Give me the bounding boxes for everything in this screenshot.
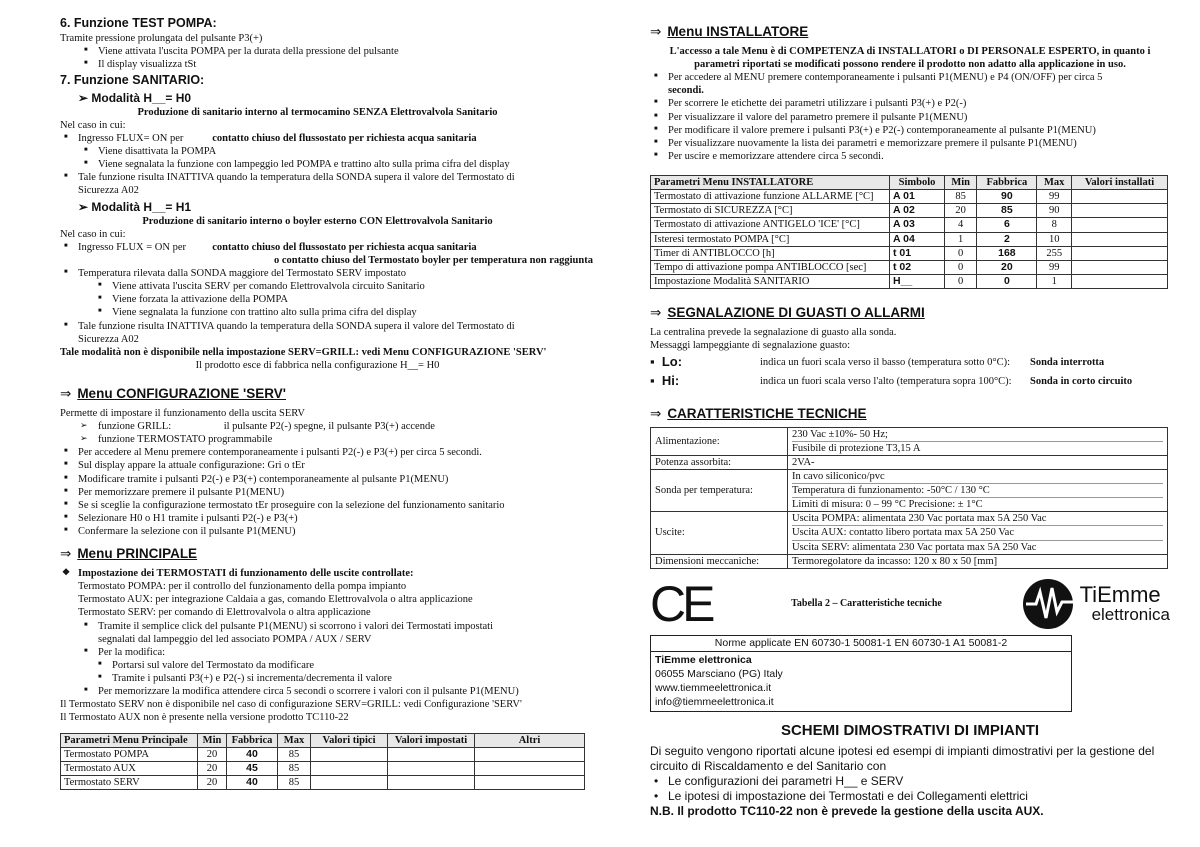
mode-line: ■ Viene segnalata la funzione con lampeggio led POMPA e trattino alto sulla prima cifra del display xyxy=(60,158,575,171)
table-row xyxy=(651,260,1168,274)
conf-line-a: funzione GRILL: xyxy=(98,421,172,432)
table-cell: 20 xyxy=(945,204,977,218)
table-cell: A 02 xyxy=(890,204,945,218)
table-cell: Impostazione Modalità SANITARIO xyxy=(651,274,890,288)
conf-line: ■ Per accedere al Menu premere contemporaneamente i pulsanti P2(-) e P3(+) per circa 5 secondi. xyxy=(60,446,575,459)
alarm-row-lo xyxy=(650,354,1170,370)
spec-value-line: 2VA- xyxy=(792,456,815,468)
spec-value xyxy=(788,455,1168,469)
table-cell xyxy=(475,747,585,761)
s6-line: Tramite pressione prolungata del pulsante P3(+) xyxy=(60,32,263,44)
table-cell xyxy=(1071,190,1167,204)
conf-line: ■ Se si sceglie la configurazione termostato tEr proseguire con la selezione del funzionamento sanitario xyxy=(60,499,575,512)
alarm-desc: indica un fuori scala verso il basso (temperatura sotto 0°C): xyxy=(760,356,1011,368)
note-line: Il prodotto esce di fabbrica nella configurazione H__= H0 xyxy=(195,359,440,371)
inst-line: ■ Per visualizzare il valore del parametro premere il pulsante P1(MENU) xyxy=(650,111,1170,124)
logo-sub: elettronica xyxy=(1091,605,1170,625)
mode-line: ■ Viene forzata la attivazione della POMPA xyxy=(60,293,575,306)
sig-line: La centralina prevede la segnalazione di guasto alla sonda. xyxy=(650,326,897,338)
inst-intro: L'accesso a tale Menu è di COMPETENZA di INSTALLATORI o DI PERSONALE ESPERTO, in quanto i xyxy=(669,45,1151,57)
table-cell: 1 xyxy=(945,232,977,246)
mode-line: ■ Viene disattivata la POMPA xyxy=(60,145,575,158)
mode-h0-title: ➢ Modalità H__= H0 xyxy=(78,91,575,106)
spec-value-line: Uscita SERV: alimentata 230 Vac portata max 5A 250 Vac xyxy=(792,541,1037,553)
spec-value xyxy=(788,469,1168,511)
table-cell xyxy=(475,761,585,775)
mode-line: Nel caso in cui: xyxy=(60,228,126,240)
inst-line: ■ Per uscire e memorizzare attendere circa 5 secondi. xyxy=(650,150,1170,163)
table-cell: 6 xyxy=(977,218,1037,232)
caratteristiche-title: CARATTERISTICHE TECNICHE xyxy=(667,405,867,421)
logo-name: TiEmme xyxy=(1079,582,1161,608)
conf-line: ■ Selezionare H0 o H1 tramite i pulsanti P2(-) e P3(+) xyxy=(60,512,575,525)
alarm-state: Sonda interrotta xyxy=(1030,356,1105,368)
table-cell: Timer di ANTIBLOCCO [h] xyxy=(651,246,890,260)
table-row xyxy=(651,204,1168,218)
princ-line: Termostato SERV: per comando di Elettrovalvola o altra applicazione xyxy=(78,607,371,619)
inst-line: ■ Per visualizzare nuovamente la lista dei parametri e memorizzare premere il pulsante P1(MENU) xyxy=(650,137,1170,150)
table-cell: 85 xyxy=(278,761,311,775)
alarm-row-hi xyxy=(650,373,1170,389)
table-cell xyxy=(475,775,585,789)
princ-line: ■ Tramite i pulsanti P3(+) e P2(-) si incrementa/decrementa il valore xyxy=(60,672,575,685)
tiemme-logo-icon xyxy=(1022,578,1078,630)
schemi-nb: N.B. Il prodotto TC110-22 non è prevede la gestione della uscita AUX. xyxy=(650,804,1044,819)
conf-line: ■ Per memorizzare premere il pulsante P1(MENU) xyxy=(60,486,575,499)
table-header: Fabbrica xyxy=(977,176,1037,190)
mode-line: ■ Tale funzione risulta INATTIVA quando la temperatura della SONDA supera il valore del Termostato di xyxy=(60,171,575,184)
company-box xyxy=(650,635,1072,712)
table-header: Altri xyxy=(475,733,585,747)
inst-line: ■ Per accedere al MENU premere contemporaneamente i pulsanti P1(MENU) e P4 (ON/OFF) per circa 5 xyxy=(650,71,1170,84)
table-cell xyxy=(1071,274,1167,288)
logo-row xyxy=(650,575,1170,633)
alarm-state: Sonda in corto circuito xyxy=(1030,375,1133,387)
table-cell: 20 xyxy=(198,775,227,789)
menu-installatore-title: Menu INSTALLATORE xyxy=(667,24,809,39)
segnalazione-heading: ⇒ SEGNALAZIONE DI GUASTI O ALLARMI xyxy=(650,305,925,320)
table-header: Valori impostati xyxy=(388,733,475,747)
mode-line: Nel caso in cui: xyxy=(60,119,126,131)
table-cell: 20 xyxy=(198,761,227,775)
spec-value-line: Limiti di misura: 0 – 99 °C Precisione: ± 1°C xyxy=(792,499,983,511)
conf-line: ■ Sul display appare la attuale configurazione: Gri o tEr xyxy=(60,459,575,472)
conf-line xyxy=(60,420,575,433)
table-cell xyxy=(388,761,475,775)
table-row xyxy=(651,246,1168,260)
schemi-item: • Le configurazioni dei parametri H__ e SERV xyxy=(650,774,1170,789)
table-cell xyxy=(1071,204,1167,218)
table-header: Min xyxy=(945,176,977,190)
table-cell: 85 xyxy=(977,204,1037,218)
table-row xyxy=(61,747,585,761)
table-header: Fabbrica xyxy=(227,733,278,747)
table-cell: 2 xyxy=(977,232,1037,246)
sig-line: Messaggi lampeggiante di segnalazione guasto: xyxy=(650,340,851,351)
table-cell: Termostato di SICUREZZA [°C] xyxy=(651,204,890,218)
alarm-code: ▪ Lo: xyxy=(650,354,683,370)
mode-line: ■ Temperatura rilevata dalla SONDA maggiore del Termostato SERV impostato xyxy=(60,267,575,280)
spec-row xyxy=(651,512,1168,554)
menu-principale-title: Menu PRINCIPALE xyxy=(77,546,198,562)
mode-h1-title: ➢ Modalità H__= H1 xyxy=(78,200,575,215)
table-header: Parametri Menu Principale xyxy=(61,733,198,747)
segnalazione-title: SEGNALAZIONE DI GUASTI O ALLARMI xyxy=(667,305,925,320)
schemi-title: SCHEMI DIMOSTRATIVI DI IMPIANTI xyxy=(780,721,1040,739)
spec-value xyxy=(788,554,1168,568)
princ-line: Il Termostato AUX non è presente nella versione prodotto TC110-22 xyxy=(60,712,349,724)
table-cell: Isteresi termostato POMPA [°C] xyxy=(651,232,890,246)
schemi-line: Di seguito vengono riportati alcune ipotesi ed esempi di impianti dimostrativi per la gestione del xyxy=(650,744,1155,759)
princ-line: Termostato POMPA: per il controllo del funzionamento della pompa impianto xyxy=(78,581,407,593)
menu-principale-heading: ⇒ Menu PRINCIPALE xyxy=(60,546,198,562)
princ-line: ■ Per la modifica: xyxy=(60,646,575,659)
mode-line: o contatto chiuso del Termostato boyler per temperatura non raggiunta xyxy=(274,254,593,266)
spec-value-line: Uscita AUX: contatto libero portata max 5A 250 Vac xyxy=(792,526,1163,540)
note-line: Tale modalità non è disponibile nella impostazione SERV=GRILL: vedi Menu CONFIGURAZIONE 'SERV' xyxy=(60,346,547,358)
princ-line: segnalati dal lampeggio del led associato POMPA / AUX / SERV xyxy=(98,633,372,645)
table-cell xyxy=(388,747,475,761)
norms-line: Norme applicate EN 60730-1 50081-1 EN 60730-1 A1 50081-2 xyxy=(651,636,1071,652)
table-cell: A 03 xyxy=(890,218,945,232)
section-6-title: 6. Funzione TEST POMPA: xyxy=(60,16,217,30)
menu-configurazione-title: Menu CONFIGURAZIONE 'SERV' xyxy=(77,386,286,401)
princ-line: ■ Tramite il semplice click del pulsante P1(MENU) si scorrono i valori dei Termostati impostati xyxy=(60,620,575,633)
conf-line-b: il pulsante P2(-) spegne, il pulsante P3(+) accende xyxy=(223,421,435,432)
table-cell: 85 xyxy=(278,775,311,789)
table-cell: 20 xyxy=(977,260,1037,274)
schemi-section xyxy=(650,722,1170,820)
table-cell xyxy=(311,761,388,775)
table-header: Min xyxy=(198,733,227,747)
spec-label: Potenza assorbita: xyxy=(651,455,788,469)
conf-line: ■ Modificare tramite i pulsanti P2(-) e P3(+) contemporaneamente al pulsante P1(MENU) xyxy=(60,473,575,486)
table-cell: 168 xyxy=(977,246,1037,260)
table-header: Valori installati xyxy=(1071,176,1167,190)
table-cell: 20 xyxy=(198,747,227,761)
table-cell: 0 xyxy=(945,246,977,260)
table-cell: Termostato POMPA xyxy=(61,747,198,761)
inst-line: secondi. xyxy=(668,85,704,97)
table-header: Valori tipici xyxy=(311,733,388,747)
inst-line: ■ Per modificare il valore premere i pulsanti P3(+) e P2(-) contemporaneamente al pulsante P1(MENU) xyxy=(650,124,1170,137)
spec-value-line: Fusibile di protezione T3,15 A xyxy=(792,442,921,454)
company-line: TiEmme elettronica xyxy=(655,653,752,666)
princ-line: ■ Portarsi sul valore del Termostato da modificare xyxy=(60,659,575,672)
table-header: Simbolo xyxy=(890,176,945,190)
table-header: Parametri Menu INSTALLATORE xyxy=(651,176,890,190)
spec-value xyxy=(788,427,1168,455)
table-cell: 45 xyxy=(227,761,278,775)
conf-line: Permette di impostare il funzionamento della uscita SERV xyxy=(60,407,305,419)
alarm-code-text: Lo: xyxy=(661,354,683,370)
caratteristiche-heading: ⇒ CARATTERISTICHE TECNICHE xyxy=(650,405,867,421)
mode-h1-subtitle: Produzione di sanitario interno o boyler esterno CON Elettrovalvola Sanitario xyxy=(142,215,493,227)
tiemme-logo xyxy=(1022,578,1170,630)
alarm-code: ▪ Hi: xyxy=(650,373,680,389)
schemi-item: • Le ipotesi di impostazione dei Termostati e dei Collegamenti elettrici xyxy=(650,789,1170,804)
spec-value-line: Uscita POMPA: alimentata 230 Vac portata max 5A 250 Vac xyxy=(792,512,1163,526)
table-cell: t 02 xyxy=(890,260,945,274)
company-info xyxy=(651,652,1071,711)
spec-label: Alimentazione: xyxy=(651,427,788,455)
table-cell: 99 xyxy=(1037,190,1071,204)
table-cell: 90 xyxy=(1037,204,1071,218)
spec-value xyxy=(788,512,1168,554)
specs-table xyxy=(650,427,1168,569)
table-cell: A 01 xyxy=(890,190,945,204)
table-cell xyxy=(1071,246,1167,260)
table-cell: 40 xyxy=(227,747,278,761)
mode-line xyxy=(60,132,575,145)
table-row xyxy=(61,775,585,789)
table-row xyxy=(651,232,1168,246)
mode-h0-subtitle: Produzione di sanitario interno al termocamino SENZA Elettrovalvola Sanitario xyxy=(137,106,498,118)
table-cell: Tempo di attivazione pompa ANTIBLOCCO [sec] xyxy=(651,260,890,274)
table-cell: A 04 xyxy=(890,232,945,246)
table-cell xyxy=(388,775,475,789)
table-cell: Termostato AUX xyxy=(61,761,198,775)
mode-line: Sicurezza A02 xyxy=(78,185,139,197)
mode-line-a: Ingresso FLUX= ON per xyxy=(78,132,184,144)
alarm-desc: indica un fuori scala verso l'alto (temperatura sopra 100°C): xyxy=(760,375,1012,387)
spec-value-line: Temperatura di funzionamento: -50°C / 130 °C xyxy=(792,484,1163,498)
table-header-row xyxy=(651,176,1168,190)
table-cell: 85 xyxy=(278,747,311,761)
table-cell: 10 xyxy=(1037,232,1071,246)
table-cell: 40 xyxy=(227,775,278,789)
alarm-code-text: Hi: xyxy=(661,373,680,389)
spec-value-line: 230 Vac ±10%- 50 Hz; xyxy=(792,428,1163,442)
spec-value-line: Termoregolatore da incasso: 120 x 80 x 50 [mm] xyxy=(792,555,998,567)
table-cell: Termostato di attivazione funzione ALLARME [°C] xyxy=(651,190,890,204)
table-row xyxy=(651,190,1168,204)
table-cell: Termostato SERV xyxy=(61,775,198,789)
table-cell xyxy=(311,747,388,761)
ce-mark-icon: CE xyxy=(650,575,712,632)
princ-line: ❖ Impostazione dei TERMOSTATI di funzionamento delle uscite controllate: xyxy=(60,567,575,580)
table-cell: 1 xyxy=(1037,274,1071,288)
mode-line-b: contatto chiuso del flussostato per richiesta acqua sanitaria xyxy=(212,132,477,144)
table-cell: H__ xyxy=(890,274,945,288)
table-cell xyxy=(311,775,388,789)
spec-label: Dimensioni meccaniche: xyxy=(651,554,788,568)
spec-row xyxy=(651,427,1168,455)
menu-configurazione-heading: ⇒ Menu CONFIGURAZIONE 'SERV' xyxy=(60,386,286,401)
left-column xyxy=(60,14,593,790)
table-header-row xyxy=(61,733,585,747)
spec-value-line: In cavo siliconico/pvc xyxy=(792,470,1163,484)
table-cell: 255 xyxy=(1037,246,1071,260)
table-cell xyxy=(1071,218,1167,232)
table-cell: 4 xyxy=(945,218,977,232)
mode-line xyxy=(60,241,575,254)
mode-line: ■ Viene segnalata la funzione con trattino alto sulla prima cifra del display xyxy=(60,306,575,319)
spec-row xyxy=(651,554,1168,568)
table-caption: Tabella 2 – Caratteristiche tecniche xyxy=(791,597,942,609)
table-cell: Termostato di attivazione ANTIGELO 'ICE' [°C] xyxy=(651,218,890,232)
section-7-title: 7. Funzione SANITARIO: xyxy=(60,73,205,87)
table-cell xyxy=(1071,260,1167,274)
company-line: www.tiemmeelettronica.it xyxy=(655,682,772,695)
conf-line: ■ Confermare la selezione con il pulsante P1(MENU) xyxy=(60,525,575,538)
table-cell: 0 xyxy=(945,260,977,274)
right-column xyxy=(650,14,1170,819)
principale-table xyxy=(60,733,585,791)
company-line: info@tiemmeelettronica.it xyxy=(655,696,774,709)
table-cell: t 01 xyxy=(890,246,945,260)
mode-line-b: contatto chiuso del flussostato per richiesta acqua sanitaria xyxy=(212,241,477,253)
menu-installatore-heading: ⇒ Menu INSTALLATORE xyxy=(650,24,809,39)
table-cell: 99 xyxy=(1037,260,1071,274)
table-cell: 0 xyxy=(945,274,977,288)
s6-line: ■ Il display visualizza tSt xyxy=(60,58,575,71)
company-line: 06055 Marsciano (PG) Italy xyxy=(655,668,783,681)
table-row xyxy=(651,218,1168,232)
installatore-table xyxy=(650,175,1168,289)
inst-line: ■ Per scorrere le etichette dei parametri utilizzare i pulsanti P3(+) e P2(-) xyxy=(650,97,1170,110)
schemi-line: circuito di Riscaldamento e del Sanitario con xyxy=(650,759,887,774)
table-row xyxy=(61,761,585,775)
s6-line: ■ Viene attivata l'uscita POMPA per la durata della pressione del pulsante xyxy=(60,45,575,58)
table-cell: 90 xyxy=(977,190,1037,204)
conf-line: ➢ funzione TERMOSTATO programmabile xyxy=(60,433,575,446)
spec-row xyxy=(651,455,1168,469)
mode-line: Sicurezza A02 xyxy=(78,333,139,345)
princ-line: Il Termostato SERV non è disponibile nel caso di configurazione SERV=GRILL: vedi Configurazione 'SERV' xyxy=(60,699,522,711)
inst-intro: parametri riportati se modificati possono rendere il prodotto non adatto alla applicazione in uso. xyxy=(694,59,1126,70)
table-header: Max xyxy=(278,733,311,747)
table-cell: 85 xyxy=(945,190,977,204)
table-cell xyxy=(1071,232,1167,246)
table-cell: 8 xyxy=(1037,218,1071,232)
spec-label: Sonda per temperatura: xyxy=(651,469,788,511)
princ-line: Termostato AUX: per integrazione Caldaia a gas, comando Elettrovalvola o altra applicazione xyxy=(78,594,473,606)
table-header: Max xyxy=(1037,176,1071,190)
mode-line: ■ Tale funzione risulta INATTIVA quando la temperatura della SONDA supera il valore del Termostato di xyxy=(60,320,575,333)
table-row xyxy=(651,274,1168,288)
spec-label: Uscite: xyxy=(651,512,788,554)
table-cell: 0 xyxy=(977,274,1037,288)
spec-row xyxy=(651,469,1168,511)
mode-line: ■ Viene attivata l'uscita SERV per comando Elettrovalvola circuito Sanitario xyxy=(60,280,575,293)
princ-line: ■ Per memorizzare la modifica attendere circa 5 secondi o scorrere i valori con il pulsante P1(MENU) xyxy=(60,685,575,698)
mode-line-a: Ingresso FLUX = ON per xyxy=(78,241,186,253)
